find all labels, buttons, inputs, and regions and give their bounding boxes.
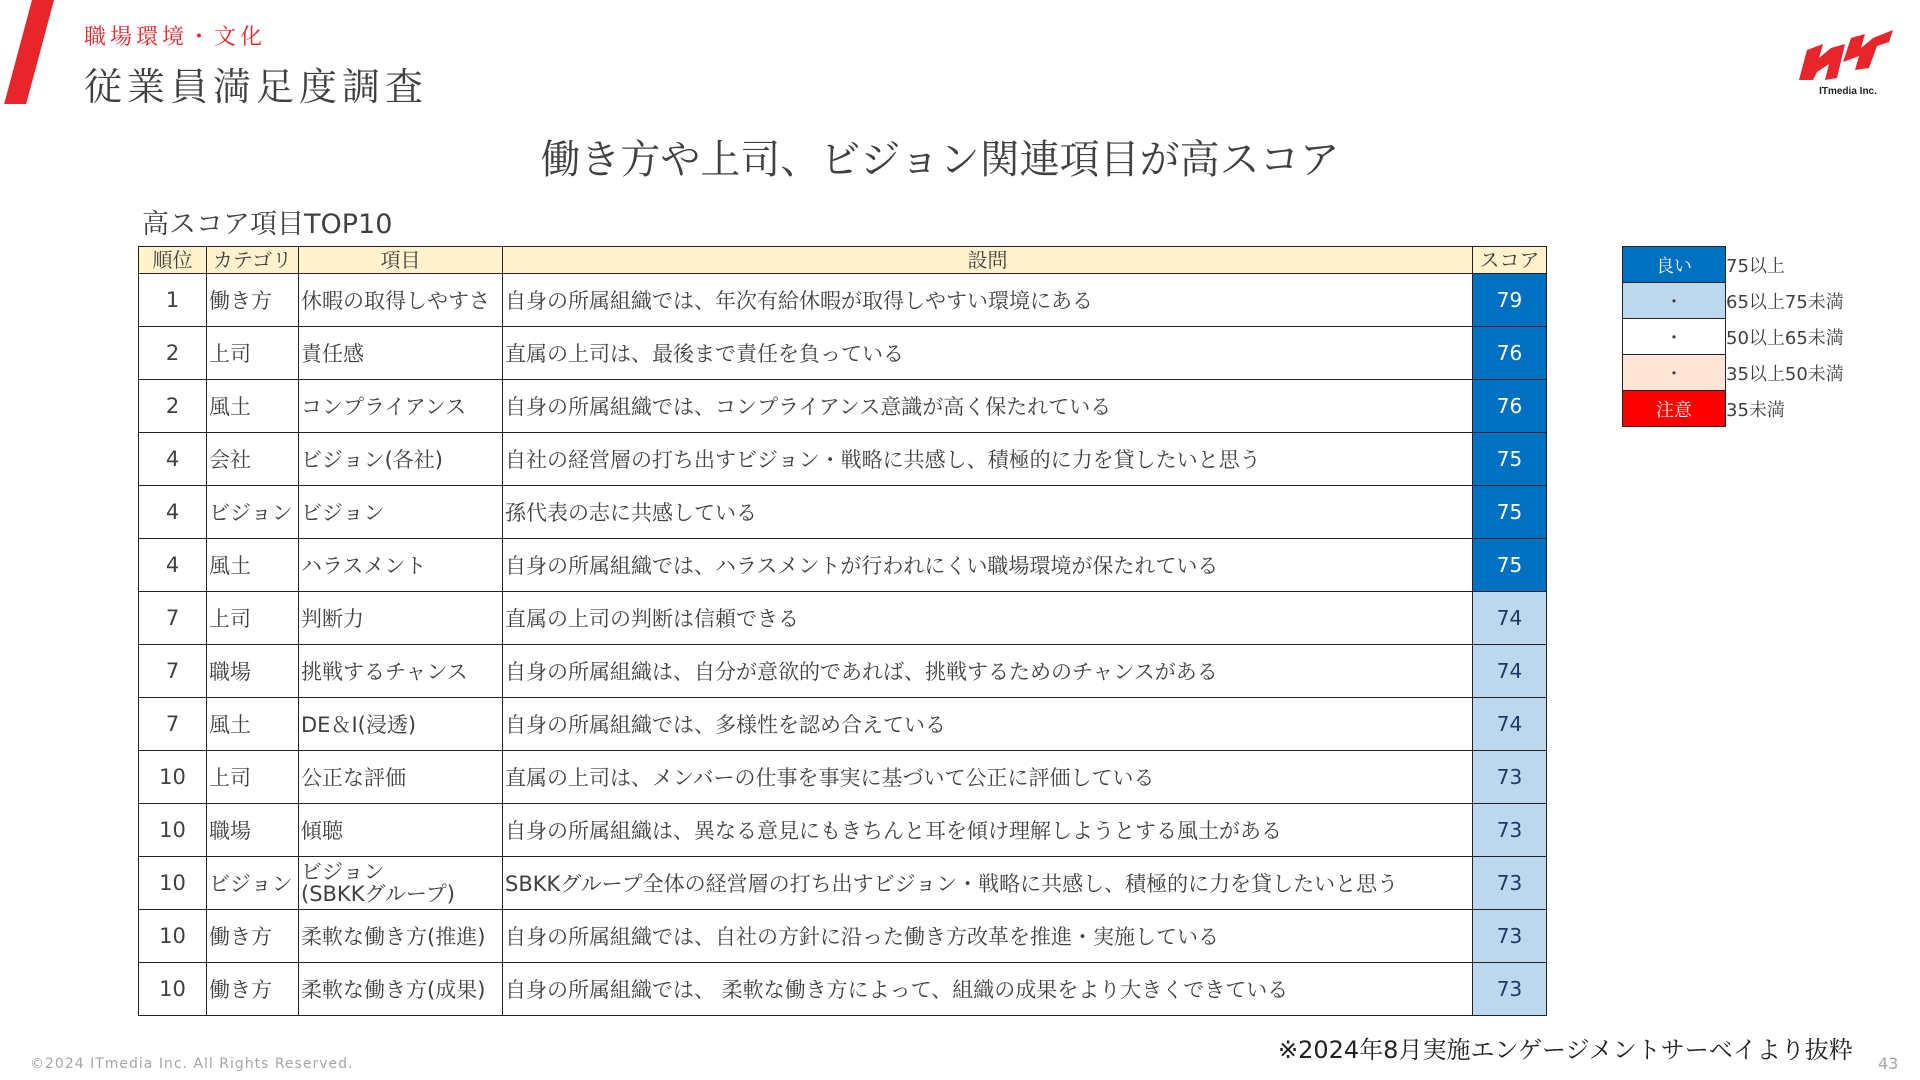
- category-cell: 風土: [207, 698, 299, 751]
- rank-cell: 10: [139, 857, 207, 910]
- legend-label: 75以上: [1726, 255, 1785, 277]
- source-note: ※2024年8月実施エンゲージメントサーベイより抜粋: [1278, 1036, 1853, 1064]
- section-category: 職場環境・文化: [84, 25, 267, 50]
- col-header-item: 項目: [299, 247, 503, 274]
- score-cell: 76: [1473, 327, 1547, 380]
- rank-cell: 10: [139, 804, 207, 857]
- category-cell: 上司: [207, 751, 299, 804]
- category-cell: 上司: [207, 327, 299, 380]
- category-cell: 職場: [207, 804, 299, 857]
- col-header-question: 設問: [503, 247, 1473, 274]
- table-row: [139, 433, 1547, 486]
- question-cell: 自身の所属組織では、ハラスメントが行われにくい職場環境が保たれている: [503, 539, 1473, 592]
- rank-cell: 7: [139, 645, 207, 698]
- table-row: [139, 645, 1547, 698]
- rank-cell: 2: [139, 327, 207, 380]
- item-cell: ビジョン(各社): [299, 433, 503, 486]
- question-cell: 自身の所属組織では、コンプライアンス意識が高く保たれている: [503, 380, 1473, 433]
- legend-swatch: ・: [1623, 319, 1726, 355]
- legend-swatch: 良い: [1623, 247, 1726, 283]
- score-cell: 74: [1473, 698, 1547, 751]
- item-cell: 公正な評価: [299, 751, 503, 804]
- table-row: [139, 592, 1547, 645]
- item-cell: コンプライアンス: [299, 380, 503, 433]
- question-cell: 直属の上司は、メンバーの仕事を事実に基づいて公正に評価している: [503, 751, 1473, 804]
- category-cell: 働き方: [207, 274, 299, 327]
- table-body: [139, 274, 1547, 1016]
- rank-cell: 7: [139, 592, 207, 645]
- question-cell: 直属の上司は、最後まで責任を負っている: [503, 327, 1473, 380]
- rank-cell: 10: [139, 963, 207, 1016]
- slide-headline: 働き方や上司、ビジョン関連項目が高スコア: [540, 137, 1340, 183]
- item-cell: 柔軟な働き方(推進): [299, 910, 503, 963]
- score-cell: 73: [1473, 910, 1547, 963]
- item-cell: DE＆I(浸透): [299, 698, 503, 751]
- legend-row: [1623, 319, 1845, 355]
- category-cell: 働き方: [207, 963, 299, 1016]
- score-cell: 73: [1473, 751, 1547, 804]
- legend-row: [1623, 247, 1845, 283]
- col-header-rank: 順位: [139, 247, 207, 274]
- category-cell: ビジョン: [207, 857, 299, 910]
- company-logo: [1793, 24, 1903, 104]
- score-cell: 75: [1473, 539, 1547, 592]
- page-title: 従業員満足度調査: [84, 65, 429, 109]
- question-cell: 自身の所属組織では、自社の方針に沿った働き方改革を推進・実施している: [503, 910, 1473, 963]
- table-row: [139, 751, 1547, 804]
- score-cell: 73: [1473, 857, 1547, 910]
- score-cell: 75: [1473, 433, 1547, 486]
- score-cell: 74: [1473, 645, 1547, 698]
- category-cell: 風土: [207, 539, 299, 592]
- legend-row: [1623, 355, 1845, 391]
- rank-cell: 10: [139, 910, 207, 963]
- itmedia-logo-icon: [1793, 24, 1903, 86]
- table-row: [139, 274, 1547, 327]
- accent-slash: [4, 0, 54, 104]
- item-cell: ビジョン: [299, 486, 503, 539]
- item-cell: 休暇の取得しやすさ: [299, 274, 503, 327]
- question-cell: 自身の所属組織では、 柔軟な働き方によって、組織の成果をより大きくできている: [503, 963, 1473, 1016]
- category-cell: 会社: [207, 433, 299, 486]
- rank-cell: 1: [139, 274, 207, 327]
- rank-cell: 2: [139, 380, 207, 433]
- legend-row: [1623, 391, 1845, 427]
- rank-cell: 4: [139, 433, 207, 486]
- item-cell: 挑戦するチャンス: [299, 645, 503, 698]
- rank-cell: 4: [139, 539, 207, 592]
- question-cell: 自身の所属組織では、多様性を認め合えている: [503, 698, 1473, 751]
- legend-label: 50以上65未満: [1726, 327, 1844, 349]
- score-cell: 73: [1473, 963, 1547, 1016]
- legend-label: 35未満: [1726, 399, 1785, 421]
- score-cell: 73: [1473, 804, 1547, 857]
- table-row: [139, 327, 1547, 380]
- item-cell: ハラスメント: [299, 539, 503, 592]
- page-number: 43: [1878, 1054, 1899, 1073]
- table-row: [139, 857, 1547, 910]
- col-header-category: カテゴリ: [207, 247, 299, 274]
- rank-cell: 10: [139, 751, 207, 804]
- score-cell: 79: [1473, 274, 1547, 327]
- question-cell: 自身の所属組織は、自分が意欲的であれば、挑戦するためのチャンスがある: [503, 645, 1473, 698]
- legend-label: 65以上75未満: [1726, 291, 1844, 313]
- item-cell: 傾聴: [299, 804, 503, 857]
- question-cell: 直属の上司の判断は信頼できる: [503, 592, 1473, 645]
- rank-cell: 4: [139, 486, 207, 539]
- legend-label: 35以上50未満: [1726, 363, 1844, 385]
- score-legend: [1622, 246, 1845, 427]
- item-cell: 柔軟な働き方(成果): [299, 963, 503, 1016]
- item-cell: 責任感: [299, 327, 503, 380]
- rank-cell: 7: [139, 698, 207, 751]
- category-cell: ビジョン: [207, 486, 299, 539]
- table-header-row: [139, 247, 1547, 274]
- ranking-table: [138, 246, 1547, 1016]
- table-row: [139, 804, 1547, 857]
- question-cell: 自身の所属組織では、年次有給休暇が取得しやすい環境にある: [503, 274, 1473, 327]
- question-cell: 自社の経営層の打ち出すビジョン・戦略に共感し、積極的に力を貸したいと思う: [503, 433, 1473, 486]
- legend-swatch: ・: [1623, 283, 1726, 319]
- copyright: ©2024 ITmedia Inc. All Rights Reserved.: [30, 1056, 354, 1072]
- category-cell: 職場: [207, 645, 299, 698]
- table-row: [139, 963, 1547, 1016]
- col-header-score: スコア: [1473, 247, 1547, 274]
- category-cell: 働き方: [207, 910, 299, 963]
- legend-row: [1623, 283, 1845, 319]
- table-row: [139, 698, 1547, 751]
- table-row: [139, 380, 1547, 433]
- question-cell: 孫代表の志に共感している: [503, 486, 1473, 539]
- table-subtitle: 高スコア項目TOP10: [142, 209, 393, 240]
- category-cell: 上司: [207, 592, 299, 645]
- score-cell: 75: [1473, 486, 1547, 539]
- item-cell: 判断力: [299, 592, 503, 645]
- question-cell: SBKKグループ全体の経営層の打ち出すビジョン・戦略に共感し、積極的に力を貸したいと思う: [503, 857, 1473, 910]
- question-cell: 自身の所属組織は、異なる意見にもきちんと耳を傾け理解しようとする風土がある: [503, 804, 1473, 857]
- legend-swatch: ・: [1623, 355, 1726, 391]
- logo-text: ITmedia Inc.: [1819, 86, 1877, 97]
- table-row: [139, 910, 1547, 963]
- table-row: [139, 539, 1547, 592]
- table-row: [139, 486, 1547, 539]
- score-cell: 74: [1473, 592, 1547, 645]
- item-cell: ビジョン (SBKKグループ): [299, 857, 503, 910]
- legend-swatch: 注意: [1623, 391, 1726, 427]
- category-cell: 風土: [207, 380, 299, 433]
- score-cell: 76: [1473, 380, 1547, 433]
